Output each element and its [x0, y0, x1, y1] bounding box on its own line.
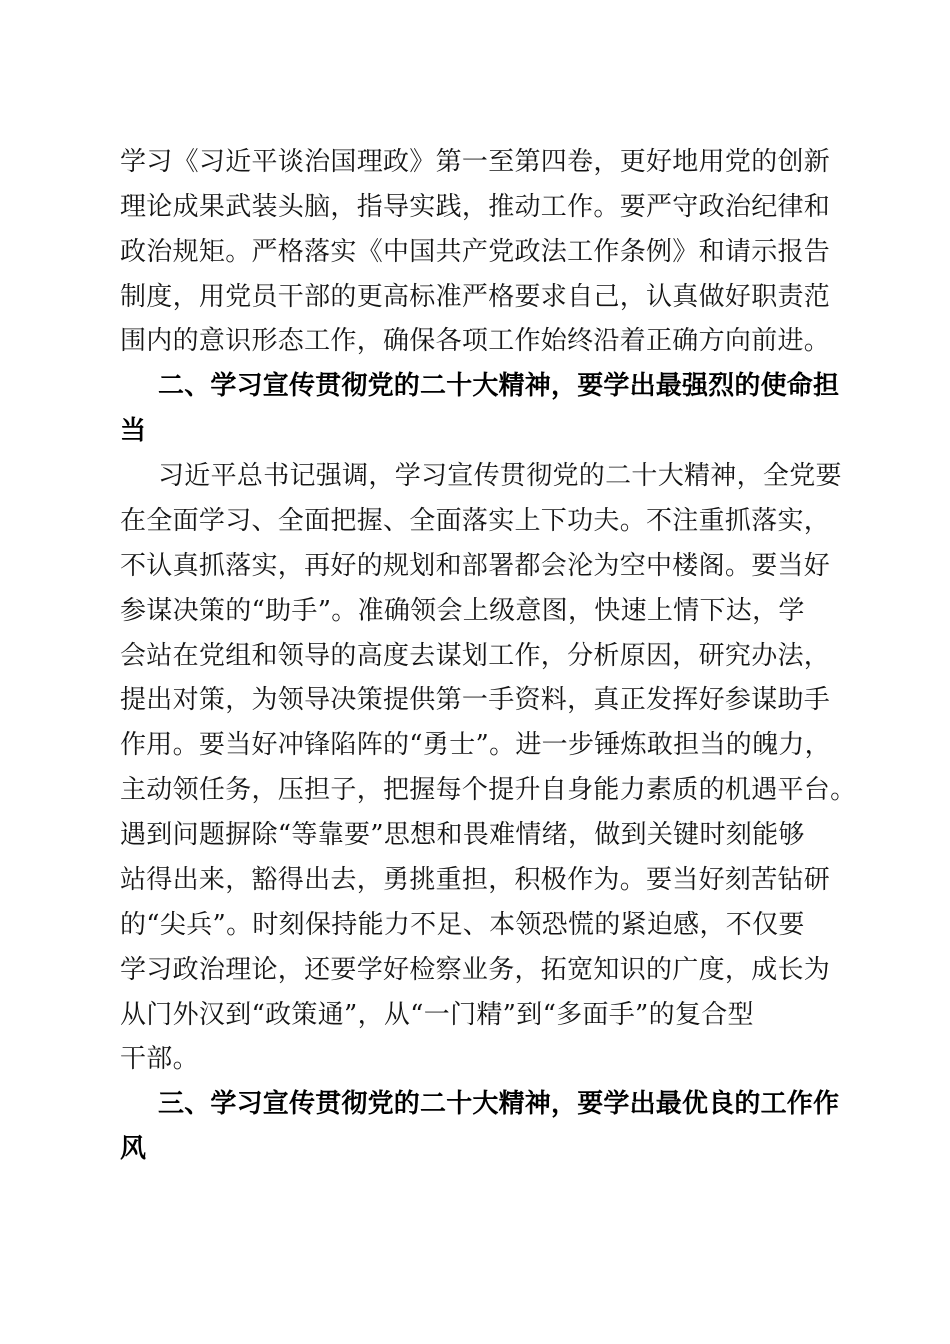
intro-line-5: 围内的意识形态工作，确保各项工作始终沿着正确方向前进。	[120, 326, 831, 356]
intro-line-2: 理论成果武装头脑，指导实践，推动工作。要严守政治纪律和	[120, 192, 831, 222]
section-three-heading-line-2: 风	[120, 1134, 147, 1164]
section-two-body-line-11: 的“尖兵”。时刻保持能力不足、本领恐慌的紧迫感，不仅要	[120, 910, 805, 940]
section-two-body-line-7: 作用。要当好冲锋陷阵的“勇士”。进一步锤炼敢担当的魄力，	[120, 730, 831, 760]
section-two-heading-line-2: 当	[120, 416, 147, 446]
intro-line-1: 学习《习近平谈治国理政》第一至第四卷，更好地用党的创新	[120, 147, 831, 177]
section-two-body-line-8: 主动领任务，压担子，把握每个提升自身能力素质的机遇平台。	[120, 775, 857, 805]
section-two-body-line-4: 参谋决策的“助手”。准确领会上级意图，快速上情下达，学	[120, 596, 805, 626]
intro-line-4: 制度，用党员干部的更高标准严格要求自己，认真做好职责范	[120, 282, 831, 312]
section-two-body-line-9: 遇到问题摒除“等靠要”思想和畏难情绪，做到关键时刻能够	[120, 820, 805, 850]
section-two-heading-line-1: 二、学习宣传贯彻党的二十大精神，要学出最强烈的使命担	[158, 371, 840, 401]
section-two-body-line-12: 学习政治理论，还要学好检察业务，拓宽知识的广度，成长为	[120, 955, 831, 985]
section-two-body-line-13: 从门外汉到“政策通”，从“一门精”到“多面手”的复合型	[120, 1000, 754, 1030]
section-two-body-line-6: 提出对策，为领导决策提供第一手资料，真正发挥好参谋助手	[120, 685, 831, 715]
section-two-body-line-10: 站得出来，豁得出去，勇挑重担，积极作为。要当好刻苦钻研	[120, 865, 831, 895]
section-three-heading-line-1: 三、学习宣传贯彻党的二十大精神，要学出最优良的工作作	[158, 1089, 840, 1119]
intro-line-3: 政治规矩。严格落实《中国共产党政法工作条例》和请示报告	[120, 237, 831, 267]
section-two-body-line-5: 会站在党组和领导的高度去谋划工作，分析原因，研究办法，	[120, 641, 831, 671]
section-two-body-line-1: 习近平总书记强调，学习宣传贯彻党的二十大精神，全党要	[158, 461, 842, 491]
section-two-body-line-14: 干部。	[120, 1044, 199, 1074]
section-two-body-line-2: 在全面学习、全面把握、全面落实上下功夫。不注重抓落实，	[120, 506, 831, 536]
section-two-body-line-3: 不认真抓落实，再好的规划和部署都会沦为空中楼阁。要当好	[120, 551, 831, 581]
